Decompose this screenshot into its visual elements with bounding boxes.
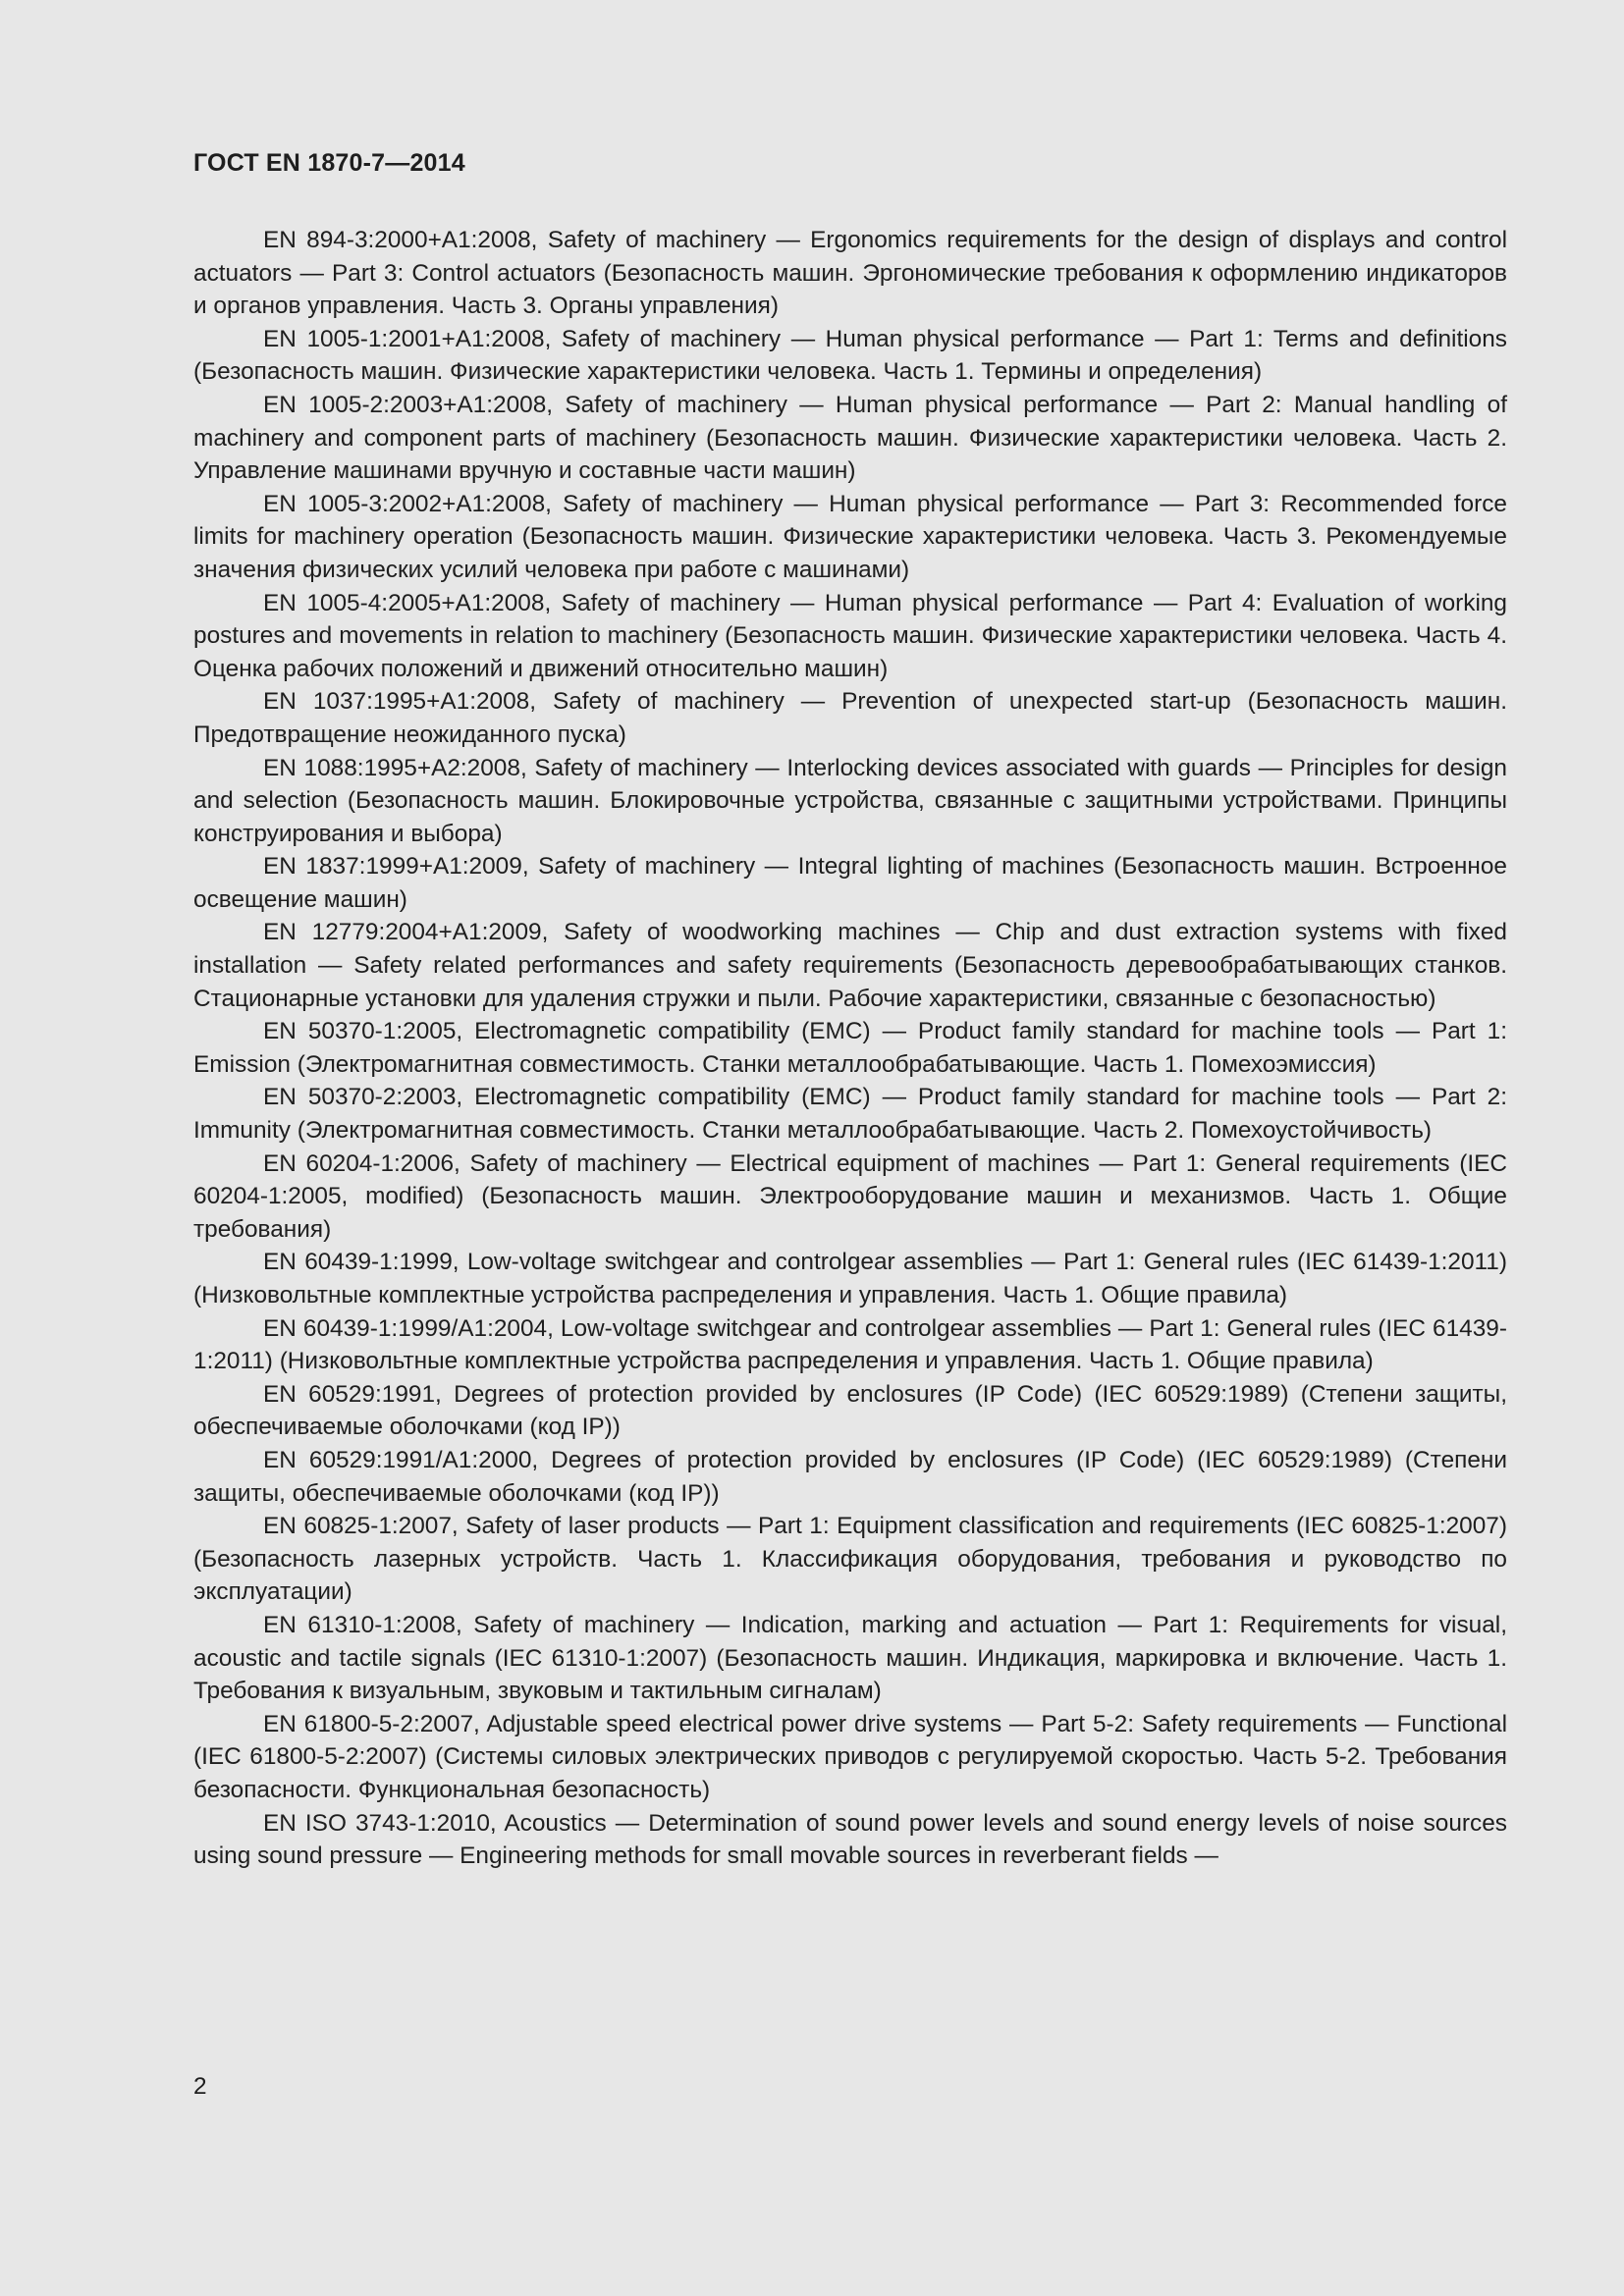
reference-entry: EN 60529:1991/A1:2000, Degrees of protection provided by enclosures (IP Code) (IEC 60529:1989) (Степени защиты, обеспечиваемые оболочками (код IP)) (193, 1446, 1507, 1507)
document-header: ГОСТ EN 1870-7—2014 (193, 149, 465, 177)
reference-entry: EN 1088:1995+A2:2008, Safety of machinery — Interlocking devices associated with guards — Principles for design and selection (Безопасность машин. Блокировочные устройства, связанные с защитными устройствами. Принципы конструирования и выбора) (193, 754, 1507, 847)
reference-entry: EN 1005-4:2005+A1:2008, Safety of machinery — Human physical performance — Part 4: Evaluation of working postures and movements in relation to machinery (Безопасность машин. Физические характеристики человека. Часть 4. Оценка рабочих положений и движений относительно машин) (193, 589, 1507, 682)
reference-entry: EN 60439-1:1999, Low-voltage switchgear and controlgear assemblies — Part 1: General rules (IEC 61439-1:2011) (Низковольтные комплектные устройства распределения и управления. Часть 1. Общие правила) (193, 1249, 1507, 1308)
reference-entry: EN 12779:2004+A1:2009, Safety of woodworking machines — Chip and dust extraction systems with fixed installation — Safety related performances and safety requirements (Безопасность деревообрабатывающих станков. Стационарные установки для удаления стружки и пыли. Рабочие характеристики, связанные с безопасностью) (193, 919, 1507, 1012)
reference-entry: EN ISO 3743-1:2010, Acoustics — Determination of sound power levels and sound energy levels of noise sources using sound pressure — Engineering methods for small movable sources in reverberant fields — (193, 1809, 1507, 1870)
reference-entry: EN 1837:1999+A1:2009, Safety of machinery — Integral lighting of machines (Безопасность машин. Встроенное освещение машин) (193, 853, 1507, 913)
reference-entry: EN 60529:1991, Degrees of protection provided by enclosures (IP Code) (IEC 60529:1989) (Степени защиты, обеспечиваемые оболочками (код IP)) (193, 1380, 1507, 1441)
reference-entry: EN 894-3:2000+A1:2008, Safety of machinery — Ergonomics requirements for the design of displays and control actuators — Part 3: Control actuators (Безопасность машин. Эргономические требования к оформлению индикаторов и органов управления. Часть 3. Органы управления) (193, 227, 1507, 320)
page-number: 2 (193, 2073, 207, 2100)
normative-references-list (193, 224, 1507, 1873)
reference-entry: EN 1005-3:2002+A1:2008, Safety of machinery — Human physical performance — Part 3: Recommended force limits for machinery operation (Безопасность машин. Физические характеристики человека. Часть 3. Рекомендуемые значения физических усилий человека при работе с машинами) (193, 490, 1507, 583)
reference-entry: EN 60204-1:2006, Safety of machinery — Electrical equipment of machines — Part 1: General requirements (IEC 60204-1:2005, modified) (Безопасность машин. Электрооборудование машин и механизмов. Часть 1. Общие требования) (193, 1149, 1507, 1243)
reference-entry: EN 50370-1:2005, Electromagnetic compatibility (EMC) — Product family standard for machine tools — Part 1: Emission (Электромагнитная совместимость. Станки металлообрабатывающие. Часть 1. Помехоэмиссия) (193, 1018, 1507, 1078)
reference-entry: EN 1005-2:2003+A1:2008, Safety of machinery — Human physical performance — Part 2: Manual handling of machinery and component parts of machinery (Безопасность машин. Физические характеристики человека. Часть 2. Управление машинами вручную и составные части машин) (193, 391, 1507, 485)
reference-entry: EN 50370-2:2003, Electromagnetic compatibility (EMC) — Product family standard for machine tools — Part 2: Immunity (Электромагнитная совместимость. Станки металлообрабатывающие. Часть 2. Помехоустойчивость) (193, 1084, 1507, 1145)
reference-entry: EN 1037:1995+A1:2008, Safety of machinery — Prevention of unexpected start-up (Безопасность машин. Предотвращение неожиданного пуска) (193, 688, 1507, 748)
reference-entry: EN 60439-1:1999/A1:2004, Low-voltage switchgear and controlgear assemblies — Part 1: General rules (IEC 61439-1:2011) (Низковольтные комплектные устройства распределения и управления. Часть 1. Общие правила) (193, 1314, 1507, 1375)
reference-entry: EN 61310-1:2008, Safety of machinery — Indication, marking and actuation — Part 1: Requirements for visual, acoustic and tactile signals (IEC 61310-1:2007) (Безопасность машин. Индикация, маркировка и включение. Часть 1. Требования к визуальным, звуковым и тактильным сигналам) (193, 1611, 1507, 1705)
reference-entry: EN 1005-1:2001+A1:2008, Safety of machinery — Human physical performance — Part 1: Terms and definitions (Безопасность машин. Физические характеристики человека. Часть 1. Термины и определения) (193, 325, 1507, 386)
reference-entry: EN 61800-5-2:2007, Adjustable speed electrical power drive systems — Part 5-2: Safety requirements — Functional (IEC 61800-5-2:2007) (Системы силовых электрических приводов с регулируемой скоростью. Часть 5-2. Требования безопасности. Функциональная безопасность) (193, 1710, 1507, 1803)
reference-entry: EN 60825-1:2007, Safety of laser products — Part 1: Equipment classification and requirements (IEC 60825-1:2007) (Безопасность лазерных устройств. Часть 1. Классификация оборудования, требования и руководство по эксплуатации) (193, 1513, 1507, 1606)
